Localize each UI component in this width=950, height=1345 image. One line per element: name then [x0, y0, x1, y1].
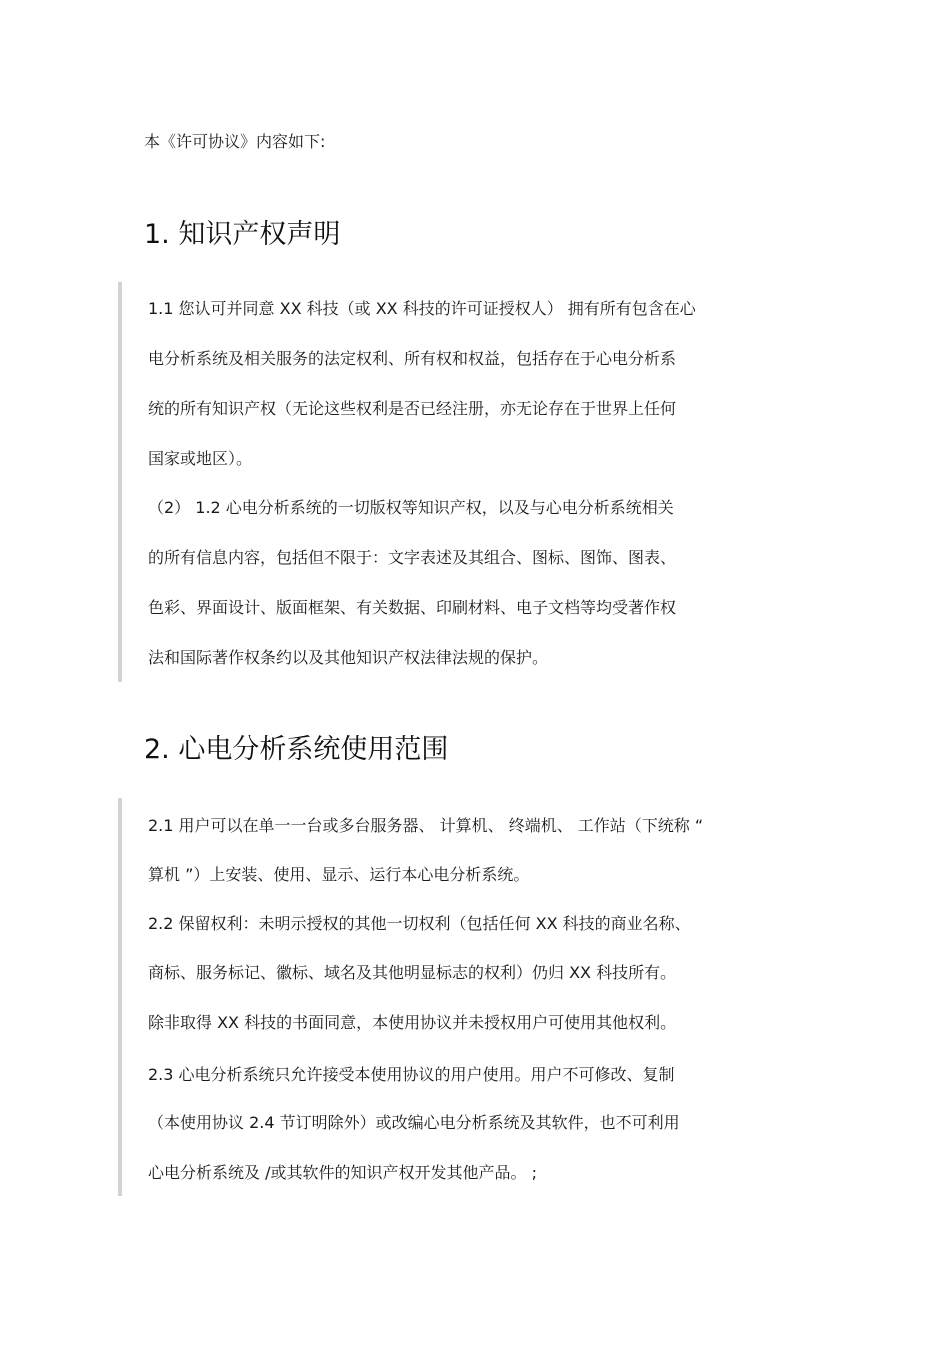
paragraph-line: 的所有信息内容，包括但不限于：文字表述及其组合、图标、图饰、图表、: [148, 548, 677, 567]
paragraph-line: 2.3 心电分析系统只允许接受本使用协议的用户使用。用户不可修改、复制: [148, 1065, 675, 1084]
paragraph-line: 2.1 用户可以在单一一台或多台服务器、 计算机、 终端机、 工作站（下统称 “: [148, 816, 704, 835]
paragraph-line: 算机 ”）上安装、使用、显示、运行本心电分析系统。: [148, 865, 530, 884]
paragraph-line: 2.2 保留权利：未明示授权的其他一切权利（包括任何 XX 科技的商业名称、: [148, 914, 691, 933]
paragraph-line: 国家或地区）。: [148, 449, 253, 468]
paragraph-line: 除非取得 XX 科技的书面同意，本使用协议并未授权用户可使用其他权利。: [148, 1013, 677, 1032]
paragraph-line: 色彩、界面设计、版面框架、有关数据、印刷材料、电子文档等均受著作权: [148, 598, 677, 617]
paragraph-line: 电分析系统及相关服务的法定权利、所有权和权益，包括存在于心电分析系: [148, 349, 677, 368]
paragraph-line: （2） 1.2 心电分析系统的一切版权等知识产权，以及与心电分析系统相关: [148, 498, 674, 517]
paragraph-line: 法和国际著作权条约以及其他知识产权法律法规的保护。: [148, 648, 549, 667]
section-body-ip-statement: [118, 282, 696, 682]
paragraph-line: 心电分析系统及 /或其软件的知识产权开发其他产品。 ;: [148, 1163, 537, 1182]
intro-text: 本《许可协议》内容如下:: [144, 132, 326, 151]
section-body-usage-scope: [118, 798, 704, 1196]
section-heading-usage-scope: 2. 心电分析系统使用范围: [144, 734, 449, 765]
paragraph-line: 商标、服务标记、徽标、域名及其他明显标志的权利）仍归 XX 科技所有。: [148, 963, 677, 982]
paragraph-line: 1.1 您认可并同意 XX 科技（或 XX 科技的许可证授权人） 拥有所有包含在心: [148, 299, 696, 318]
paragraph-line: 统的所有知识产权（无论这些权利是否已经注册，亦无论存在于世界上任何: [148, 399, 677, 418]
paragraph-line: （本使用协议 2.4 节订明除外）或改编心电分析系统及其软件，也不可利用: [148, 1113, 680, 1132]
section-heading-ip-statement: 1. 知识产权声明: [144, 219, 341, 250]
